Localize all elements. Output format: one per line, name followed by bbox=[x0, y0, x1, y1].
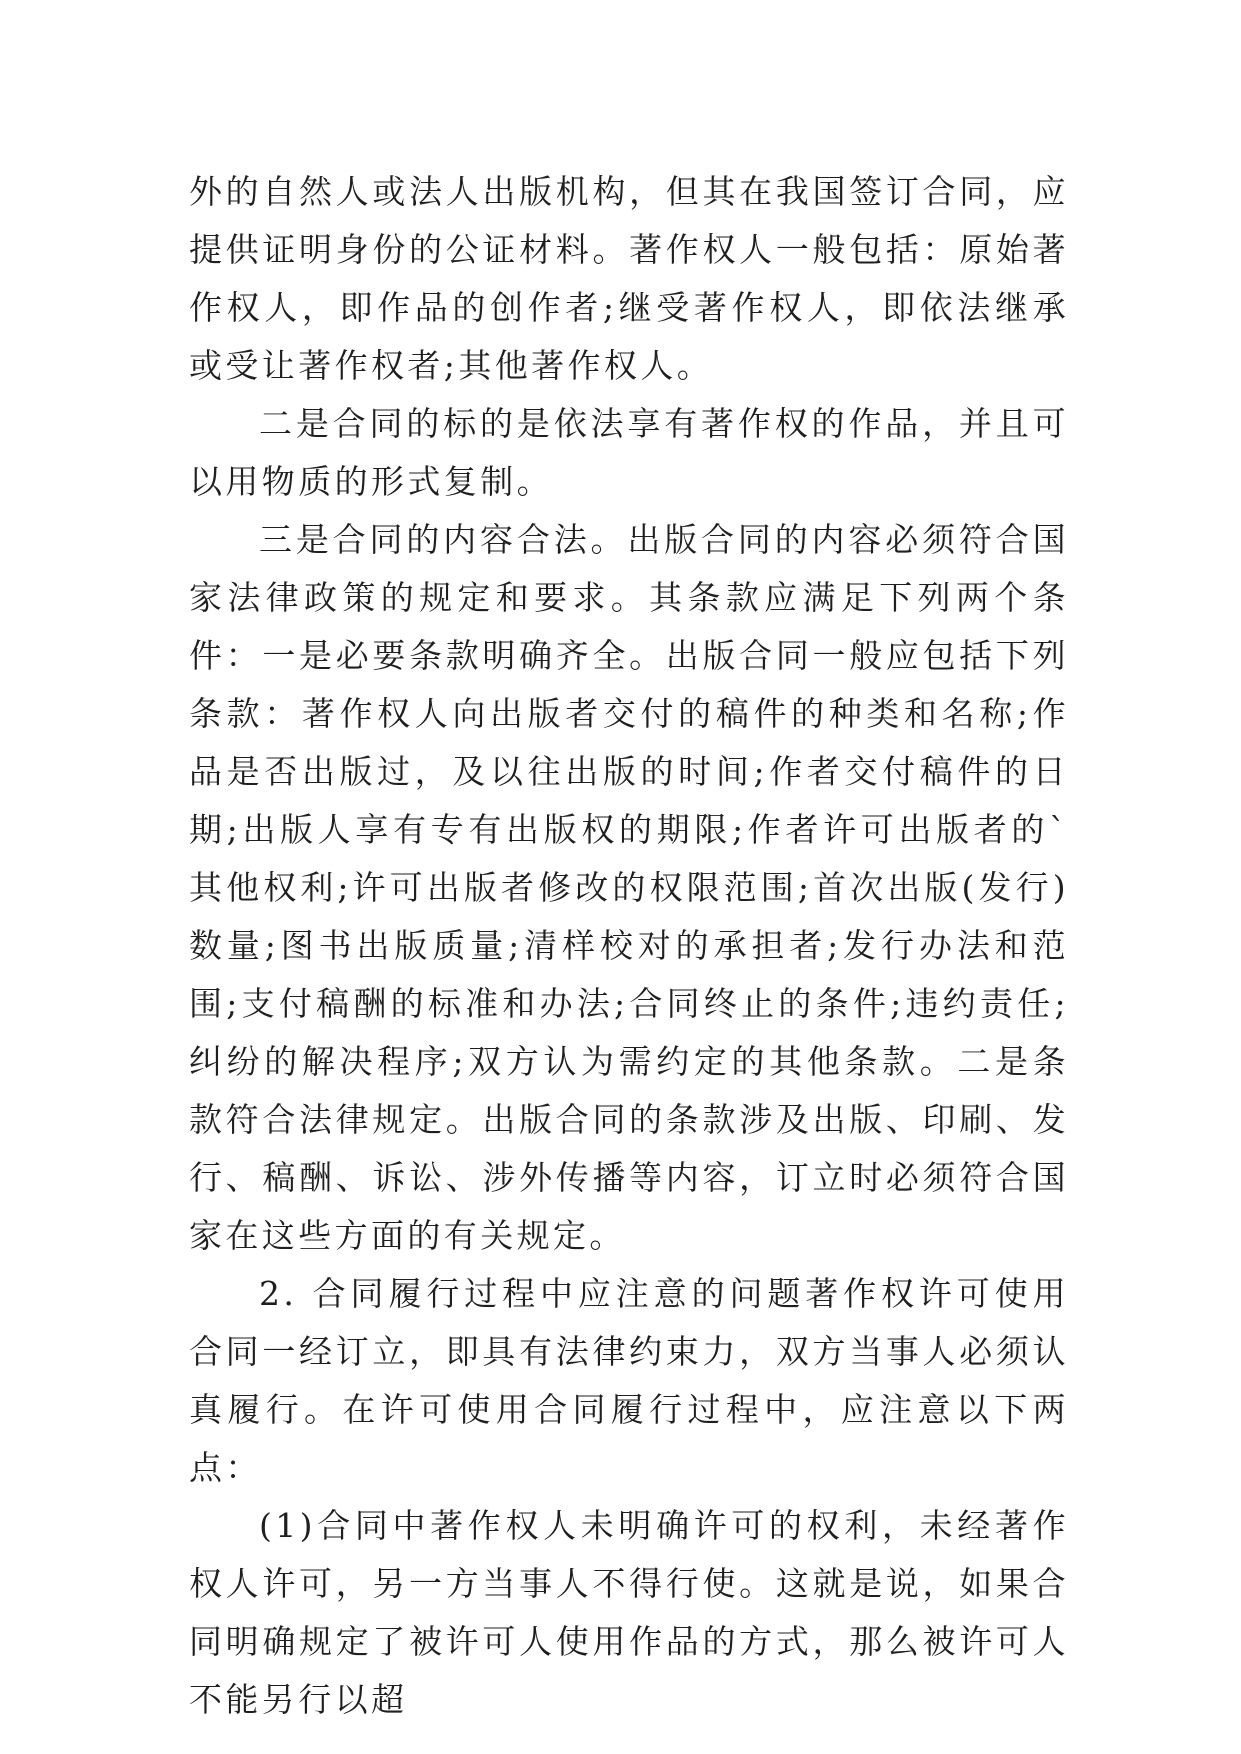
paragraph-1: 外的自然人或法人出版机构，但其在我国签订合同，应提供证明身份的公证材料。著作权人一般包括：原始著作权人，即作品的创作者;继受著作权人，即依法继承或受让著作权者;其他著作权人。 bbox=[189, 172, 1069, 385]
document-body bbox=[189, 163, 1069, 1729]
paragraph-5: (1)合同中著作权人未明确许可的权利，未经著作权人许可，另一方当事人不得行使。这就是说，如果合同明确规定了被许可人使用作品的方式，那么被许可人不能另行以超 bbox=[189, 1506, 1069, 1719]
paragraph-4: 2. 合同履行过程中应注意的问题著作权许可使用合同一经订立，即具有法律约束力，双方当事人必须认真履行。在许可使用合同履行过程中，应注意以下两点： bbox=[189, 1274, 1069, 1487]
paragraph-2: 二是合同的标的是依法享有著作权的作品，并且可以用物质的形式复制。 bbox=[189, 404, 1069, 501]
paragraph-3: 三是合同的内容合法。出版合同的内容必须符合国家法律政策的规定和要求。其条款应满足下列两个条件：一是必要条款明确齐全。出版合同一般应包括下列条款：著作权人向出版者交付的稿件的种类和名称;作品是否出版过，及以往出版的时间;作者交付稿件的日期;出版人享有专有出版权的期限;作者许可出版者的`其他权利;许可出版者修改的权限范围;首次出版(发行)数量;图书出版质量;清样校对的承担者;发行办法和范围;支付稿酬的标准和办法;合同终止的条件;违约责任;纠纷的解决程序;双方认为需约定的其他条款。二是条款符合法律规定。出版合同的条款涉及出版、印刷、发行、稿酬、诉讼、涉外传播等内容，订立时必须符合国家在这些方面的有关规定。 bbox=[189, 520, 1069, 1255]
